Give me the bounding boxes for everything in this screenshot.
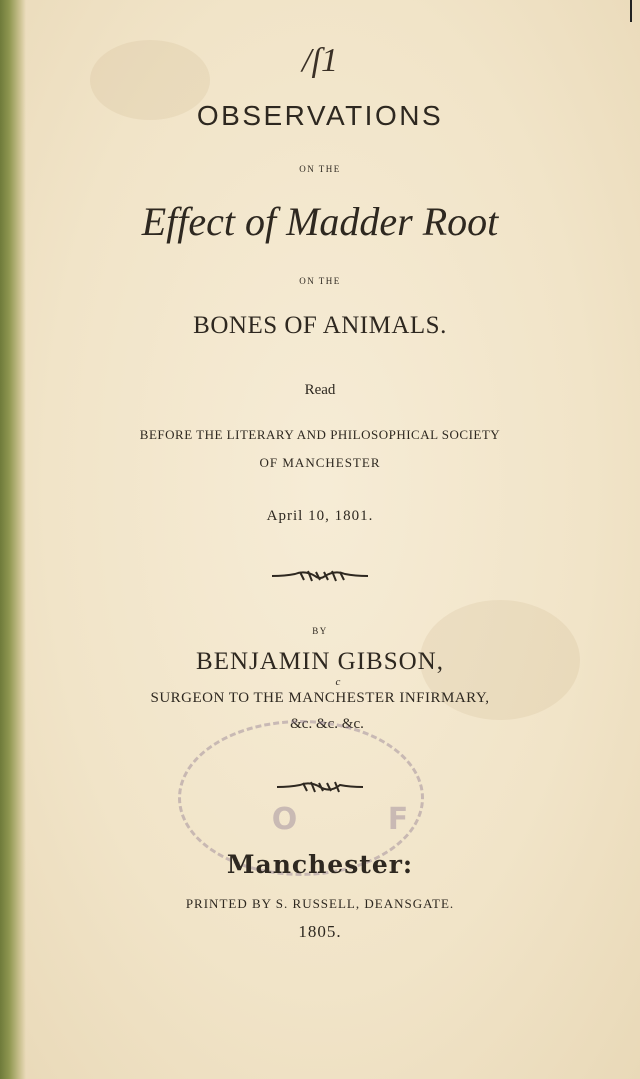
on-the-label: ON THE <box>299 164 341 174</box>
on-the-label-2: ON THE <box>299 276 341 286</box>
ornament-divider-2 <box>0 780 640 799</box>
society-line: BEFORE THE LITERARY AND PHILOSOPHICAL SOCIETY <box>139 427 501 442</box>
author-note: c <box>335 676 341 688</box>
bones-title: BONES OF ANIMALS. <box>193 312 447 339</box>
read-date: April 10, 1801. <box>266 508 374 524</box>
author-position: SURGEON TO THE MANCHESTER INFIRMARY, <box>150 690 490 706</box>
ornament-icon <box>270 568 370 584</box>
printer-line: PRINTED BY S. RUSSELL, DEANSGATE. <box>185 896 455 911</box>
read-label: Read <box>304 382 336 398</box>
ornament-icon <box>275 780 365 794</box>
imprint-year: 1805. <box>298 922 342 941</box>
etc-line: &c. &c. &c. <box>290 716 364 732</box>
author-name: BENJAMIN GIBSON, <box>196 648 444 675</box>
society-city: OF MANCHESTER <box>259 455 381 470</box>
by-label: BY <box>312 626 328 636</box>
page-binding-edge <box>0 0 26 1079</box>
ornament-divider <box>0 568 640 589</box>
subject-title: Effect of Madder Root <box>141 199 499 244</box>
imprint-city: Manchester: <box>226 850 414 879</box>
library-stamp-text: O F <box>271 802 449 837</box>
title: OBSERVATIONS <box>196 100 444 131</box>
page-edge-mark <box>630 0 632 22</box>
shelf-mark: /ſ1 <box>302 42 338 79</box>
